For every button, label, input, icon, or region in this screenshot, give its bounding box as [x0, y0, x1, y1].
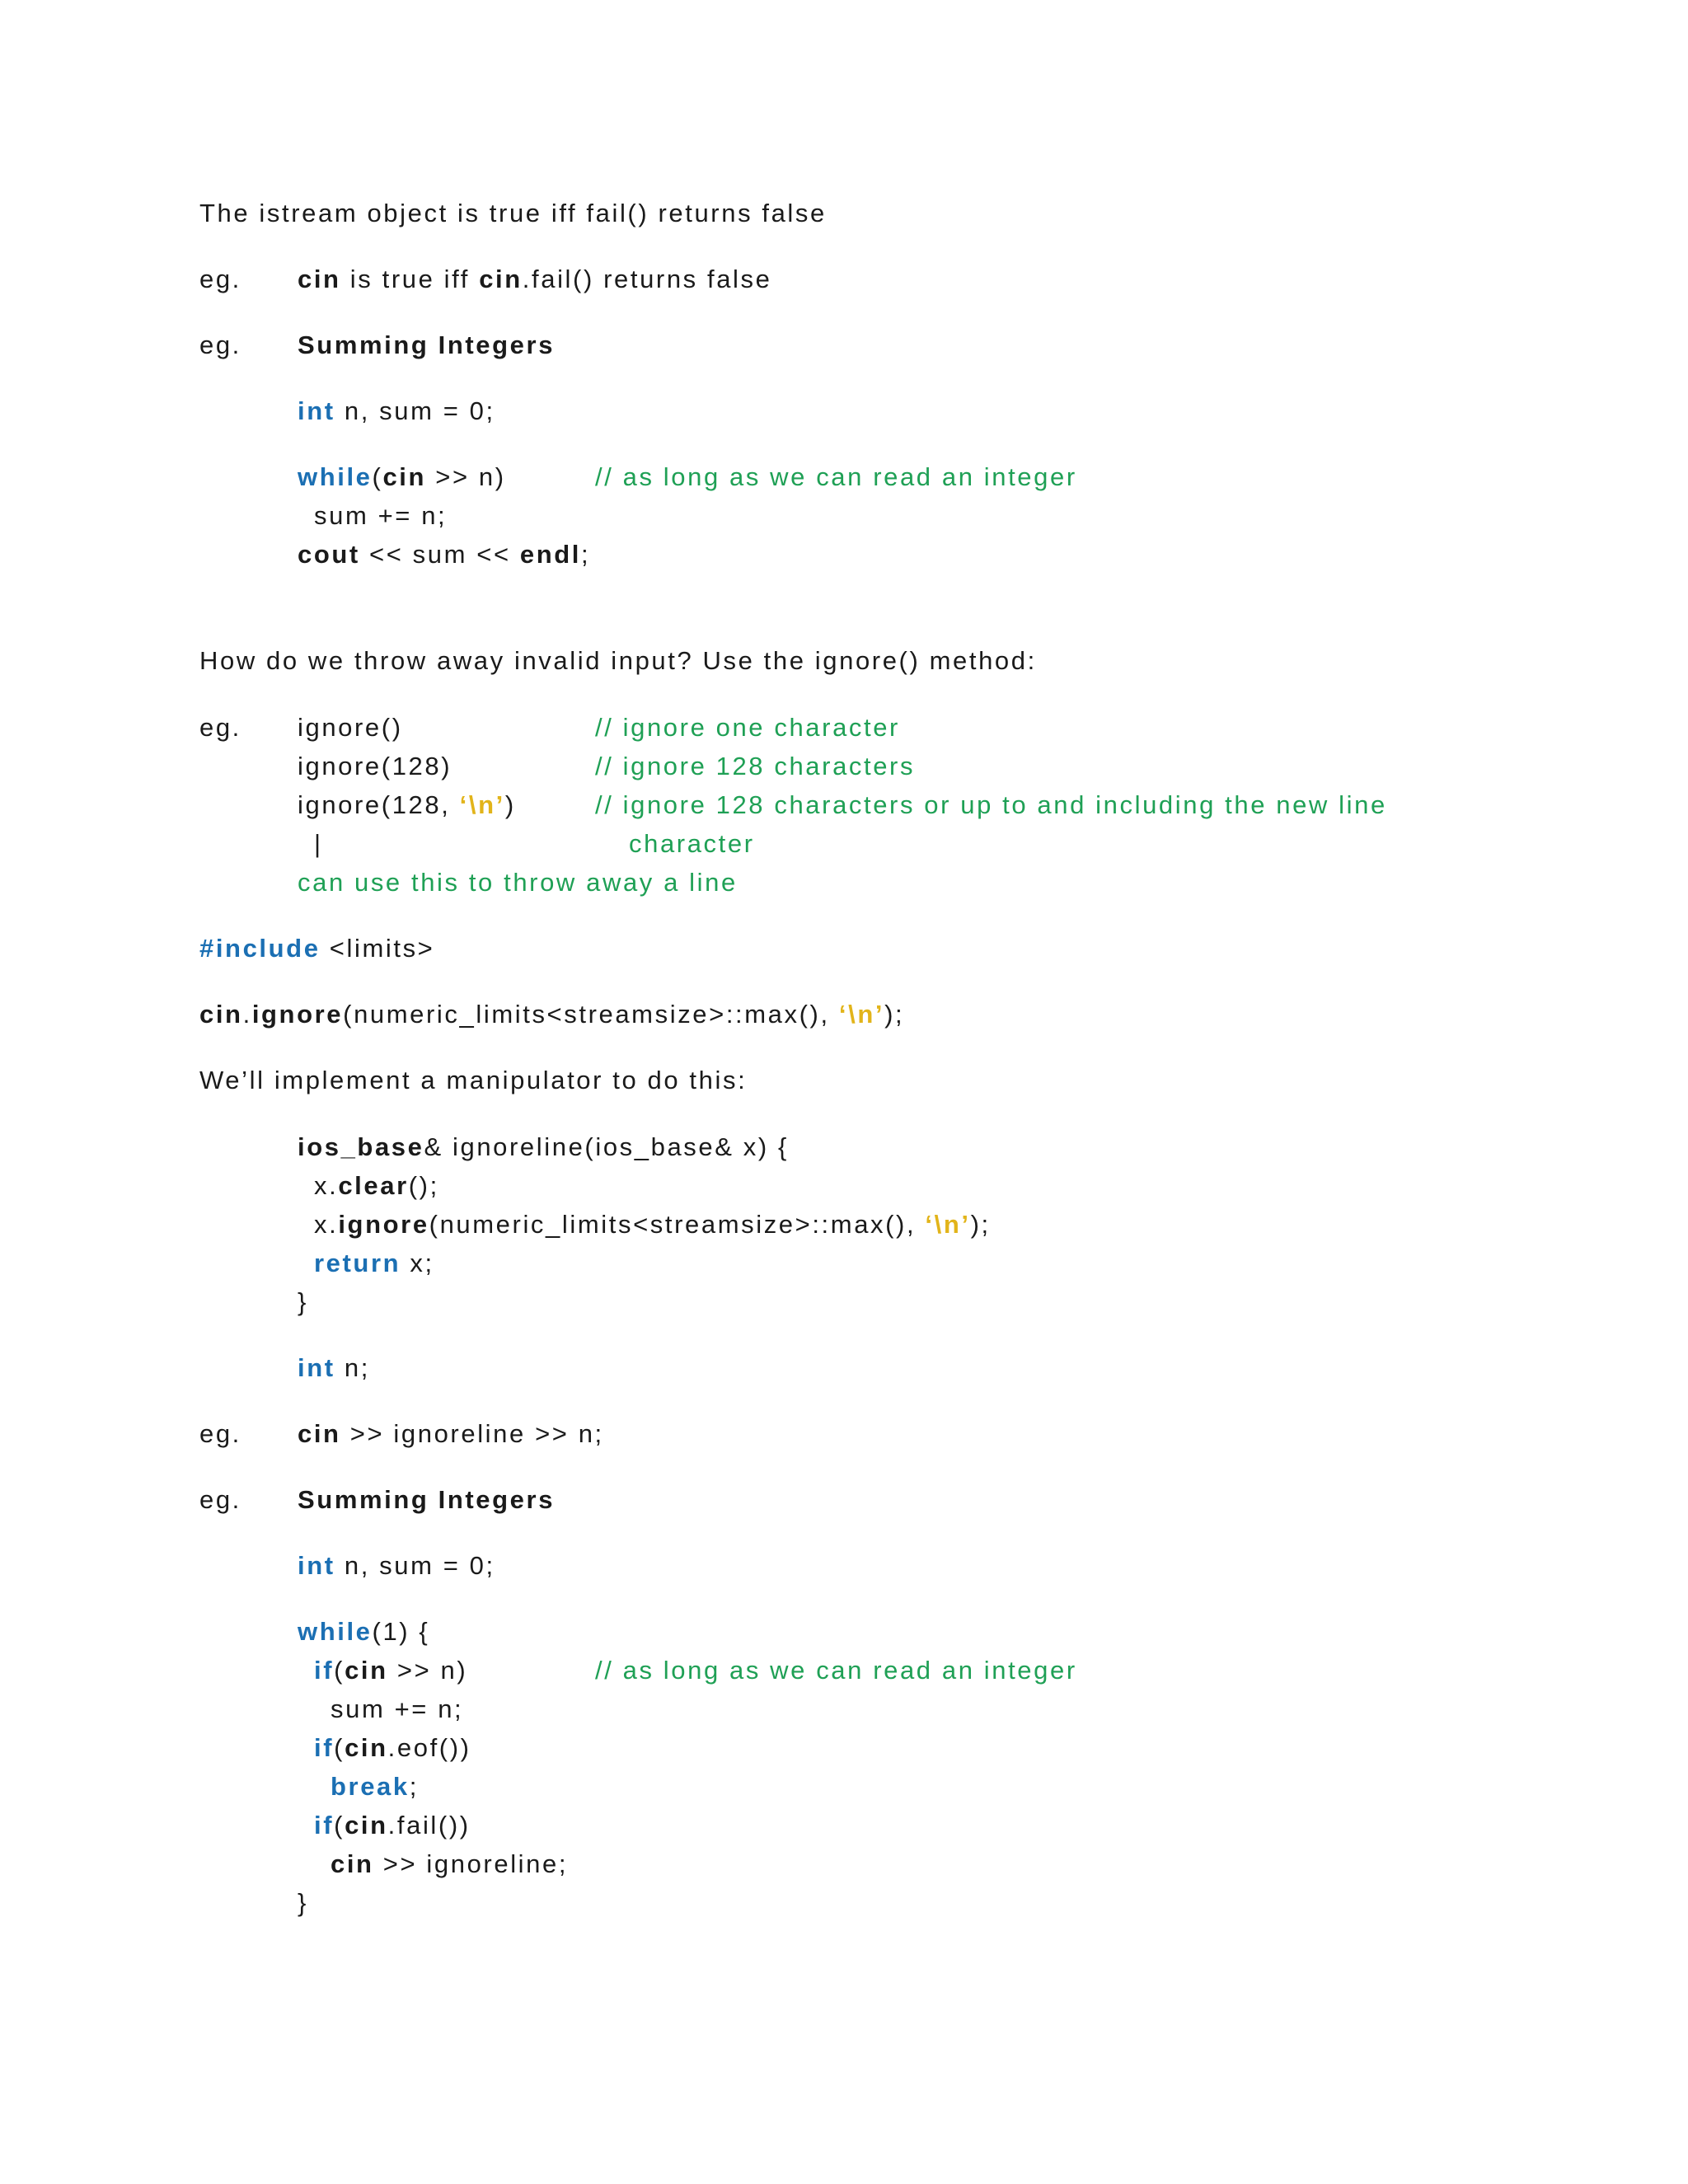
- ignore-question: How do we throw away invalid input? Use the ignore() method:: [199, 646, 1037, 675]
- code-line: #include <limits>: [199, 934, 435, 963]
- eg-label: eg.: [199, 330, 241, 359]
- eg-cin-true: cin is true iff cin.fail() returns false: [298, 265, 772, 293]
- code-line: if(cin.fail()): [314, 1811, 471, 1840]
- code-line: x.ignore(numeric_limits<streamsize>::max(), ‘\n’);: [314, 1210, 991, 1239]
- pipe-marker: |: [314, 829, 323, 858]
- code-comment: // as long as we can read an integer: [595, 462, 1077, 491]
- code-line: }: [298, 1287, 308, 1316]
- annotation: can use this to throw away a line: [298, 868, 738, 897]
- code-line: ignore(128): [298, 752, 452, 780]
- code-comment: // ignore one character: [595, 713, 900, 742]
- section-title: Summing Integers: [298, 1485, 556, 1514]
- intro-text: The istream object is true iff fail() returns false: [199, 199, 827, 227]
- code-line: sum += n;: [314, 501, 448, 530]
- code-line: sum += n;: [331, 1694, 464, 1723]
- eg-label: eg.: [199, 1485, 241, 1514]
- code-line: ignore(): [298, 713, 403, 742]
- code-line: }: [298, 1888, 308, 1917]
- code-comment: character: [629, 829, 755, 858]
- code-line: while(cin >> n): [298, 462, 506, 491]
- eg-label: eg.: [199, 265, 241, 293]
- code-comment: // ignore 128 characters or up to and including the new line: [595, 790, 1387, 819]
- code-line: cout << sum << endl;: [298, 540, 591, 569]
- manipulator-intro: We’ll implement a manipulator to do this:: [199, 1066, 748, 1094]
- code-line: return x;: [314, 1249, 434, 1277]
- code-line: ignore(128, ‘\n’): [298, 790, 516, 819]
- code-line: int n;: [298, 1353, 370, 1382]
- code-line: ios_base& ignoreline(ios_base& x) {: [298, 1132, 789, 1161]
- code-line: if(cin.eof()): [314, 1733, 471, 1762]
- code-line: x.clear();: [314, 1171, 439, 1200]
- code-comment: // ignore 128 characters: [595, 752, 916, 780]
- eg-label: eg.: [199, 713, 241, 742]
- eg-label: eg.: [199, 1419, 241, 1448]
- code-line: cin >> ignoreline >> n;: [298, 1419, 604, 1448]
- code-line: while(1) {: [298, 1617, 430, 1646]
- code-line: cin >> ignoreline;: [331, 1849, 569, 1878]
- section-title: Summing Integers: [298, 330, 556, 359]
- code-line: int n, sum = 0;: [298, 1551, 495, 1580]
- code-line: break;: [331, 1772, 419, 1801]
- code-line: if(cin >> n): [314, 1656, 468, 1685]
- code-comment: // as long as we can read an integer: [595, 1656, 1077, 1685]
- code-line: int n, sum = 0;: [298, 396, 495, 425]
- code-line: cin.ignore(numeric_limits<streamsize>::max(), ‘\n’);: [199, 1000, 905, 1029]
